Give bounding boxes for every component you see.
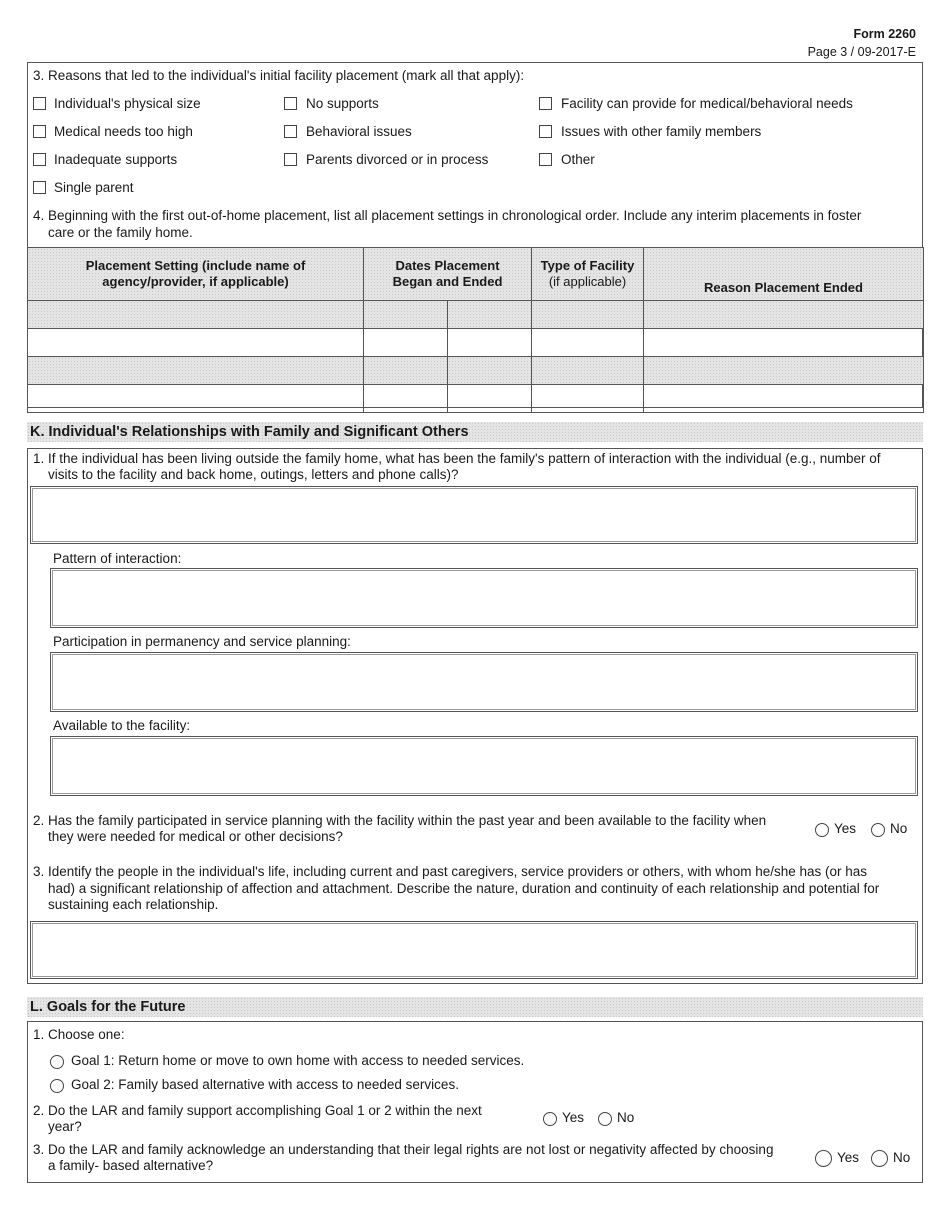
checkbox-parents-divorced[interactable] — [284, 153, 297, 166]
checkbox-label: No supports — [306, 96, 379, 111]
participation-label: Participation in permanency and service planning: — [53, 634, 351, 649]
l-q3-yes-radio[interactable] — [815, 1150, 832, 1167]
table-cell[interactable] — [532, 385, 644, 413]
page-number: Page 3 / 09-2017-E — [807, 45, 916, 59]
checkbox-inadequate-supports[interactable] — [33, 153, 46, 166]
pattern-label: Pattern of interaction: — [53, 551, 182, 566]
table-cell[interactable] — [364, 385, 448, 413]
form-number: Form 2260 — [853, 27, 916, 41]
k-q1-line2: visits to the facility and back home, outings, letters and phone calls)? — [48, 467, 459, 482]
no-label: No — [890, 821, 908, 836]
checkbox-label: Other — [561, 152, 595, 167]
table-cell[interactable] — [532, 301, 644, 329]
available-to-facility-field[interactable] — [50, 736, 918, 796]
k-q3-line1: 3. Identify the people in the individual's life, including current and past caregivers, service providers or others, with whom he/she has (or has — [33, 864, 868, 879]
participation-field[interactable] — [50, 652, 918, 712]
table-cell[interactable] — [448, 385, 532, 413]
available-label: Available to the facility: — [53, 718, 191, 733]
table-cell[interactable] — [448, 357, 532, 385]
k-q2-line1: 2. Has the family participated in service planning with the facility within the past year and been available to the facility when — [33, 813, 767, 828]
checkbox-other-family-issues[interactable] — [539, 125, 552, 138]
yes-label: Yes — [562, 1110, 585, 1125]
l-q2-no-radio[interactable] — [598, 1112, 612, 1126]
col-dates-placement: Dates Placement Began and Ended — [364, 248, 532, 301]
table-cell[interactable] — [644, 301, 924, 329]
k-q2-line2: they were needed for medical or other decisions? — [48, 829, 343, 844]
table-cell[interactable] — [532, 357, 644, 385]
section-k-title: K. Individual's Relationships with Family and Significant Others — [27, 422, 923, 442]
l-q2-line2: year? — [48, 1119, 82, 1134]
col-placement-setting: Placement Setting (include name of agency/provider, if applicable) — [28, 248, 364, 301]
k-q3-answer-field[interactable] — [30, 921, 918, 979]
table-cell[interactable] — [28, 301, 364, 329]
checkbox-other[interactable] — [539, 153, 552, 166]
checkbox-no-supports[interactable] — [284, 97, 297, 110]
k-q3-line3: sustaining each relationship. — [48, 897, 219, 912]
goal2-radio[interactable] — [50, 1079, 64, 1093]
goal1-label: Goal 1: Return home or move to own home with access to needed services. — [71, 1053, 525, 1068]
l-q2-yes-radio[interactable] — [543, 1112, 557, 1126]
table-cell[interactable] — [448, 329, 532, 357]
checkbox-label: Facility can provide for medical/behavioral needs — [561, 96, 853, 111]
q3-reasons-question: 3. Reasons that led to the individual's initial facility placement (mark all that apply): — [33, 68, 525, 83]
checkbox-label: Parents divorced or in process — [306, 152, 489, 167]
k-q2-no-radio[interactable] — [871, 823, 885, 837]
table-row — [28, 385, 924, 413]
table-cell[interactable] — [28, 329, 364, 357]
goal1-radio[interactable] — [50, 1055, 64, 1069]
checkbox-label: Medical needs too high — [54, 124, 193, 139]
table-cell[interactable] — [28, 385, 364, 413]
table-cell[interactable] — [644, 329, 924, 357]
pattern-of-interaction-field[interactable] — [50, 568, 918, 628]
checkbox-facility-can-provide[interactable] — [539, 97, 552, 110]
table-cell[interactable] — [644, 385, 924, 413]
k-q2-yes-radio[interactable] — [815, 823, 829, 837]
no-label: No — [617, 1110, 635, 1125]
yes-label: Yes — [837, 1150, 860, 1165]
checkbox-label: Individual's physical size — [54, 96, 201, 111]
l-q3-line1: 3. Do the LAR and family acknowledge an understanding that their legal rights are not lost or negativity affected by choosing — [33, 1142, 774, 1157]
checkbox-label: Single parent — [54, 180, 134, 195]
k-q1-answer-field[interactable] — [30, 486, 918, 544]
yes-label: Yes — [834, 821, 857, 836]
placement-table — [27, 247, 924, 413]
k-q3-line2: had) a significant relationship of affection and attachment. Describe the nature, duration and continuity of each relationship and potential for — [48, 881, 880, 896]
table-row — [28, 329, 924, 357]
col-reason-ended: Reason Placement Ended — [644, 248, 924, 301]
checkbox-label: Inadequate supports — [54, 152, 178, 167]
checkbox-behavioral-issues[interactable] — [284, 125, 297, 138]
col-type-of-facility: Type of Facility (if applicable) — [532, 248, 644, 301]
checkbox-single-parent[interactable] — [33, 181, 46, 194]
table-row — [28, 357, 924, 385]
table-cell[interactable] — [364, 357, 448, 385]
l-q3-line2: a family- based alternative? — [48, 1158, 214, 1173]
checkbox-medical-needs[interactable] — [33, 125, 46, 138]
table-cell[interactable] — [28, 357, 364, 385]
table-cell[interactable] — [448, 301, 532, 329]
q4-placement-question-line2: care or the family home. — [48, 225, 193, 240]
section-l-title: L. Goals for the Future — [27, 997, 923, 1017]
table-cell[interactable] — [364, 301, 448, 329]
no-label: No — [893, 1150, 911, 1165]
checkbox-physical-size[interactable] — [33, 97, 46, 110]
l-q3-no-radio[interactable] — [871, 1150, 888, 1167]
l-q2-line1: 2. Do the LAR and family support accomplishing Goal 1 or 2 within the next — [33, 1103, 482, 1118]
goal2-label: Goal 2: Family based alternative with access to needed services. — [71, 1077, 459, 1092]
table-row — [28, 301, 924, 329]
checkbox-label: Behavioral issues — [306, 124, 412, 139]
table-cell[interactable] — [644, 357, 924, 385]
checkbox-label: Issues with other family members — [561, 124, 762, 139]
table-cell[interactable] — [364, 329, 448, 357]
l-q1: 1. Choose one: — [33, 1027, 125, 1042]
table-cell[interactable] — [532, 329, 644, 357]
k-q1-line1: 1. If the individual has been living outside the family home, what has been the family's pattern of interaction with the individual (e.g., number of — [33, 451, 881, 466]
q4-placement-question-line1: 4. Beginning with the first out-of-home placement, list all placement settings in chronological order. Include any interim placements in foster — [33, 208, 862, 223]
